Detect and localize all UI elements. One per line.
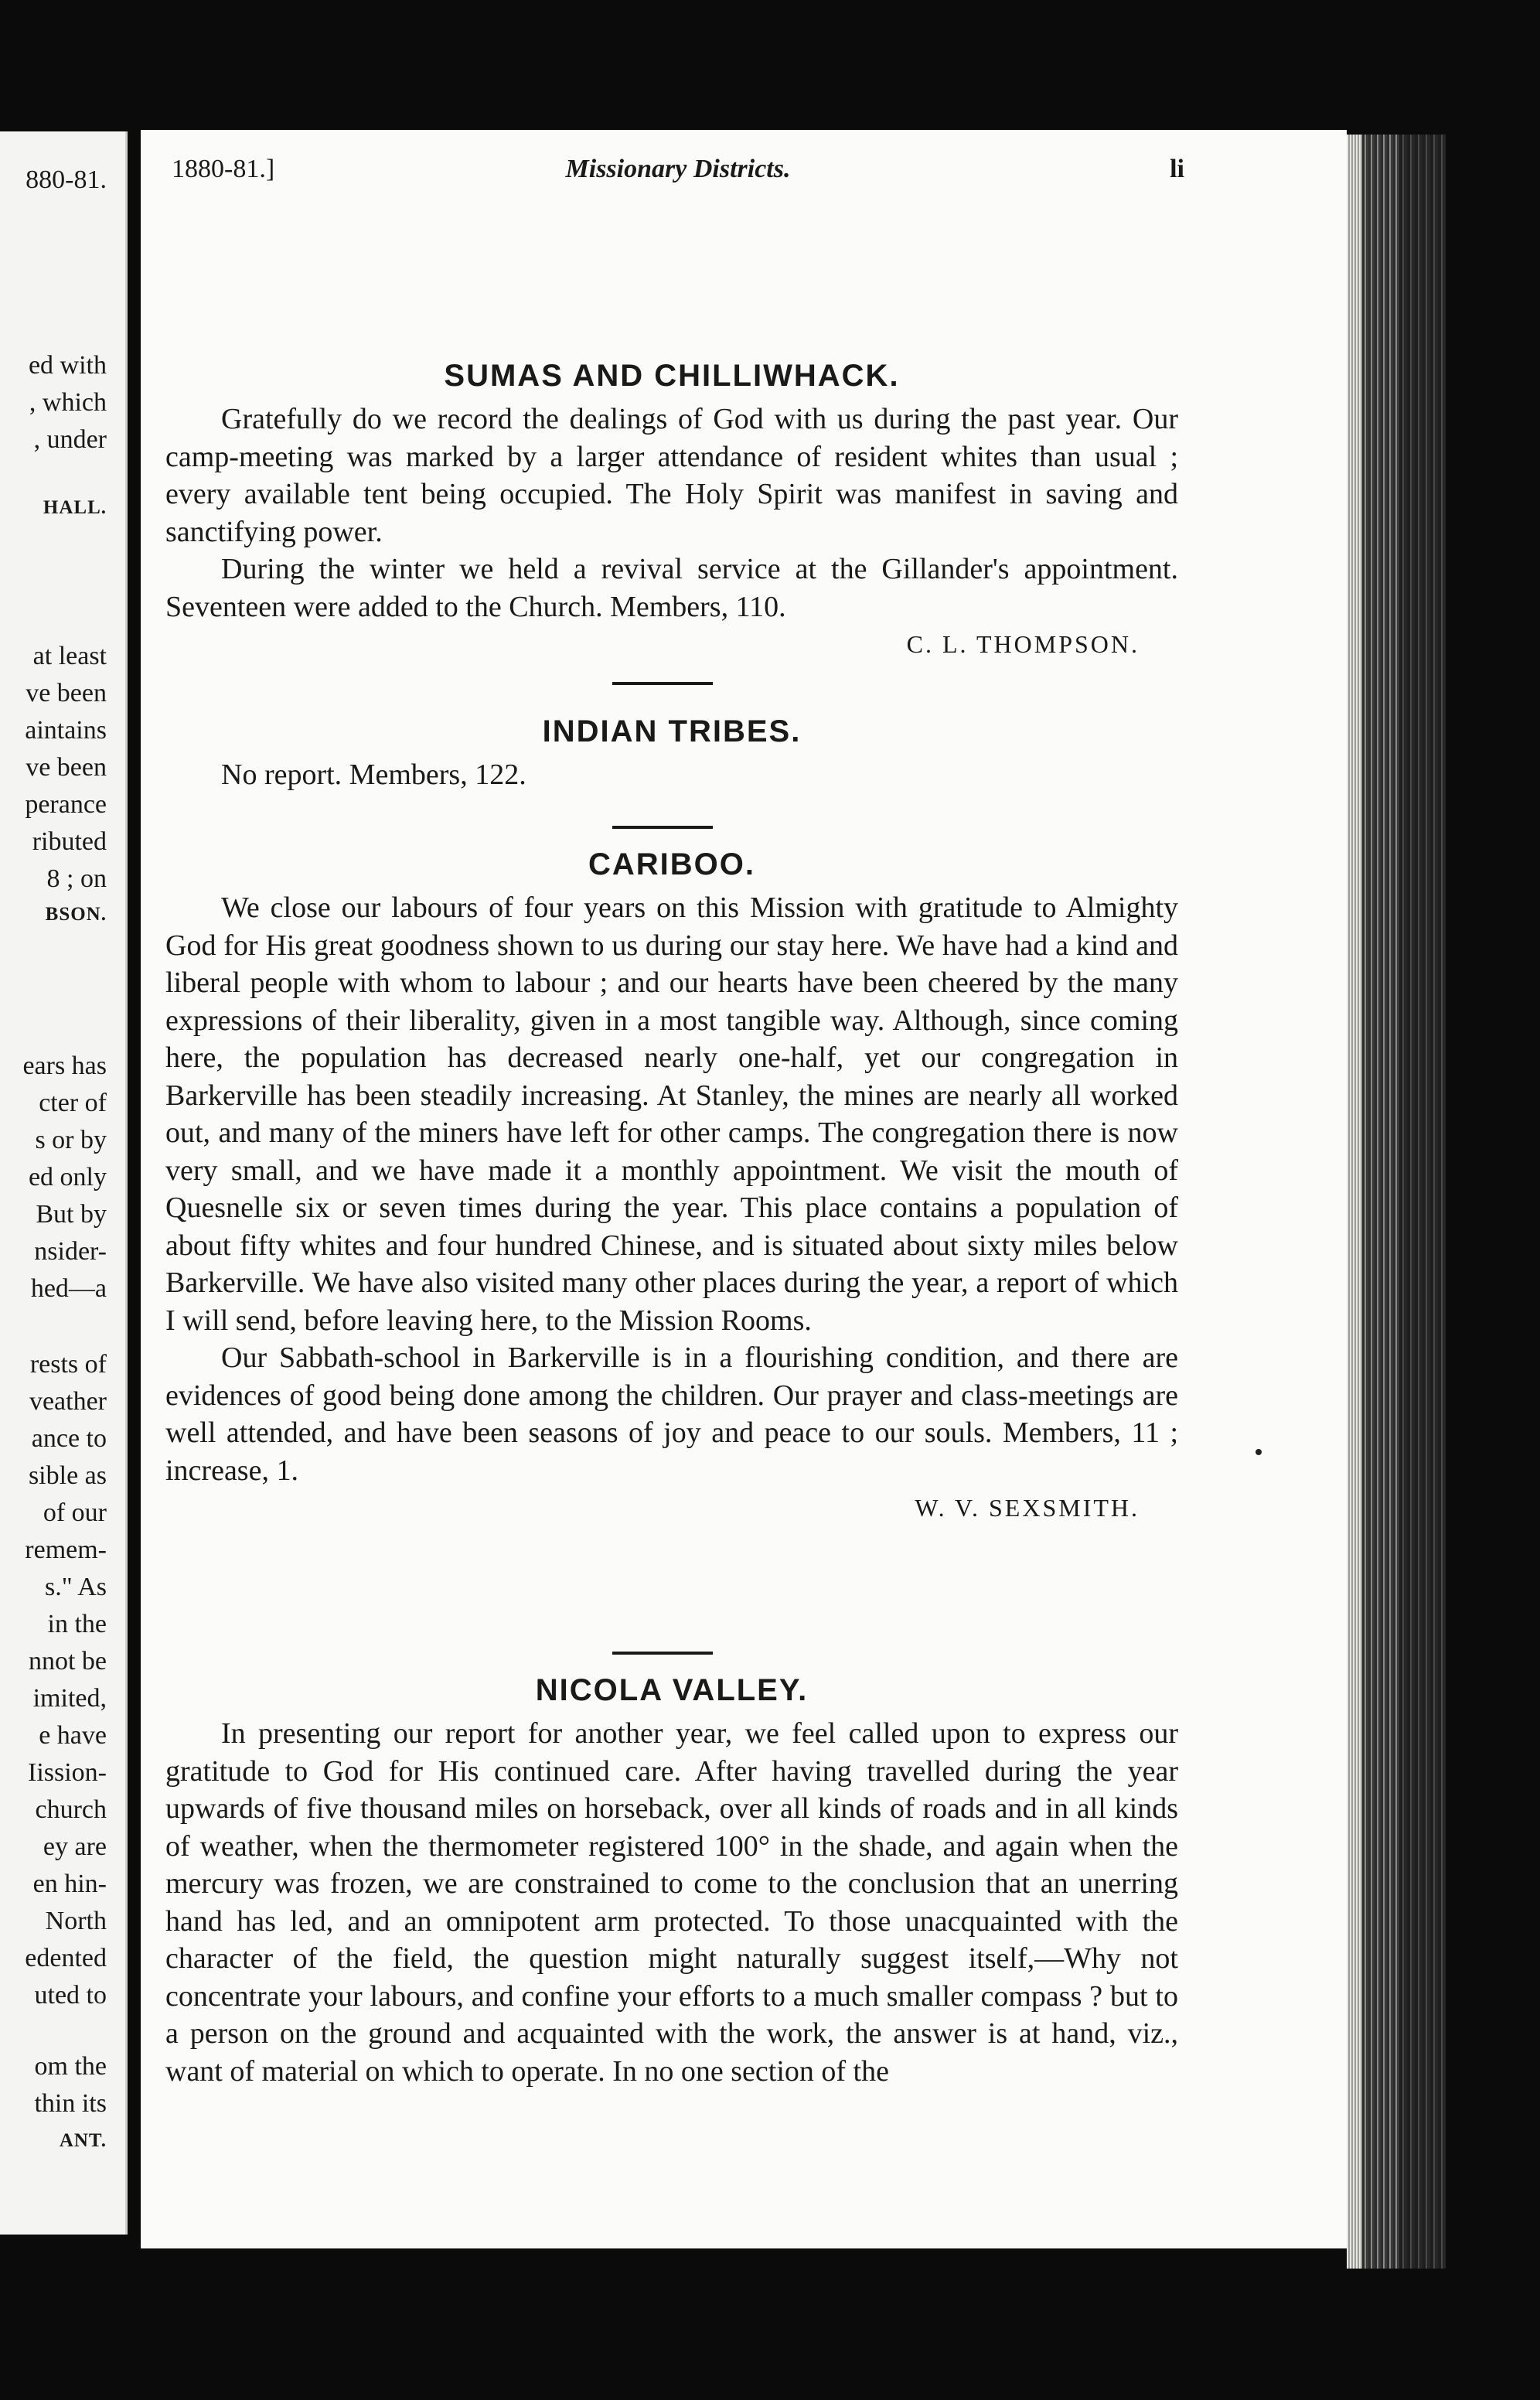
section-paragraph: In presenting our report for another year, we feel called upon to express our gratitude to God for His continued care. After having travelled during the year upwards of five thousand miles on horseback, over all kinds of roads and in all kinds of weather, when the thermometer registered 100° in the shade, and again when the mercury was frozen, we are constrained to come to the conclusion that an unerring hand has led, and an omnipotent arm protected. To those unacquainted with the character of the field, the question might naturally suggest itself,—Why not concentrate your labours, and confine your efforts to a much smaller compass ? but to a person on the ground and acquainted with the work, the answer is at hand, viz., want of material on which to operate. In no one section of the — [165, 1717, 1178, 2088]
section-rule — [612, 682, 713, 685]
facing-page-line: hed—a — [30, 1274, 107, 1303]
facing-page-line: ance to — [31, 1424, 107, 1453]
facing-page-line: North — [45, 1907, 107, 1935]
facing-page-fragment — [0, 131, 128, 2235]
facing-page-line: perance — [25, 790, 107, 819]
facing-page-line: Iission- — [28, 1758, 107, 1787]
facing-page-line: HALL. — [43, 497, 107, 518]
facing-page-line: ributed — [32, 827, 107, 856]
section-paragraph: During the winter we held a revival service at the Gillander's appointment. Seventeen were added to the Church. Members, 110. — [165, 553, 1178, 623]
facing-page-line: imited, — [32, 1684, 107, 1713]
section-paragraph: Our Sabbath-school in Barkerville is in a flourishing condition, and there are evidences of good being done among the children. Our prayer and class-meetings are well attended, and have been seasons of joy and peace to our souls. Members, 11 ; increase, 1. — [165, 1341, 1178, 1487]
facing-page-line: uted to — [34, 1981, 107, 2010]
facing-page-line: rests of — [29, 1350, 107, 1379]
running-head — [172, 155, 1184, 193]
section-title: SUMAS AND CHILLIWHACK. — [444, 359, 900, 393]
section-paragraph: Gratefully do we record the dealings of God with us during the past year. Our camp-meeting was marked by a larger attendance of resident whites than usual ; every available tent being occupied. The Holy Spirit was manifest in saving and sanctifying power. — [165, 403, 1178, 548]
facing-page-line: cter of — [39, 1089, 107, 1117]
facing-page-line: , under — [33, 425, 107, 454]
facing-page-line: at least — [32, 642, 107, 670]
facing-page-line: ed only — [28, 1163, 107, 1191]
facing-page-line: s or by — [35, 1126, 107, 1154]
facing-page-line: of our — [43, 1498, 107, 1527]
signature: W. V. SEXSMITH. — [915, 1494, 1140, 1522]
facing-page-line: But by — [36, 1200, 107, 1229]
section-title: CARIBOO. — [588, 847, 755, 881]
facing-page-line: 880-81. — [26, 165, 107, 194]
page-edges-dark — [1362, 135, 1399, 2269]
section-title: INDIAN TRIBES. — [542, 714, 802, 748]
facing-page-line: aintains — [25, 716, 107, 745]
facing-page-line: ve been — [26, 753, 107, 782]
facing-page-line: sible as — [28, 1461, 107, 1490]
signature: C. L. THOMPSON. — [906, 630, 1140, 658]
section-paragraph: No report. Members, 122. — [221, 759, 526, 791]
facing-page-line: veather — [29, 1387, 107, 1416]
facing-page-line: ears has — [22, 1052, 107, 1080]
page-number: li — [1170, 155, 1184, 183]
facing-page-line: edented — [25, 1944, 107, 1972]
page-edges — [1347, 135, 1362, 2269]
facing-page-line: en hin- — [32, 1870, 107, 1898]
facing-page-line: ANT. — [59, 2130, 107, 2151]
section-cariboo — [165, 843, 1178, 1526]
section-indian-tribes — [165, 710, 1178, 794]
facing-page-line: church — [35, 1795, 107, 1824]
page-year: 1880-81.] — [172, 155, 275, 183]
facing-page-line: nsider- — [34, 1237, 107, 1266]
section-sumas-chilliwhack — [165, 354, 1178, 663]
facing-page-line: , which — [29, 388, 107, 417]
ink-speck — [1256, 1449, 1262, 1455]
section-nicola-valley — [165, 1669, 1178, 2090]
facing-page-line: om the — [34, 2052, 107, 2081]
facing-page-line: 8 ; on — [46, 864, 107, 893]
facing-page-line: thin its — [34, 2089, 107, 2118]
facing-page-line: ve been — [26, 679, 107, 707]
book-fore-edge — [1399, 135, 1446, 2269]
section-rule — [612, 1652, 713, 1655]
facing-page-line: ed with — [28, 351, 107, 380]
facing-page-line: BSON. — [45, 904, 107, 925]
section-rule — [612, 826, 713, 829]
facing-page-line: s." As — [44, 1573, 107, 1601]
facing-page-line: remem- — [25, 1536, 107, 1564]
facing-page-line: ey are — [43, 1832, 107, 1861]
facing-page-line: nnot be — [28, 1647, 107, 1676]
section-paragraph: We close our labours of four years on this Mission with gratitude to Almighty God for His great goodness shown to us during our stay here. We have had a kind and liberal people with whom to labour ; and our hearts have been cheered by the many expressions of their liberality, given in a most tangible way. Although, since coming here, the population has decreased nearly one-half, yet our congregation in Barkerville has been steadily increasing. At Stanley, the mines are nearly all worked out, and many of the miners have left for other camps. The congregation there is now very small, and we have made it a monthly appointment. We visit the mouth of Quesnelle six or seven times during the year. This place contains a population of about fifty whites and four hundred Chinese, and is situated about sixty miles below Barkerville. We have also visited many other places during the year, a report of which I will send, before leaving here, to the Mission Rooms. — [165, 891, 1178, 1337]
section-title: NICOLA VALLEY. — [535, 1673, 809, 1707]
facing-page-line: in the — [47, 1610, 107, 1638]
running-title: Missionary Districts. — [565, 155, 791, 183]
facing-page-line: e have — [39, 1721, 107, 1750]
